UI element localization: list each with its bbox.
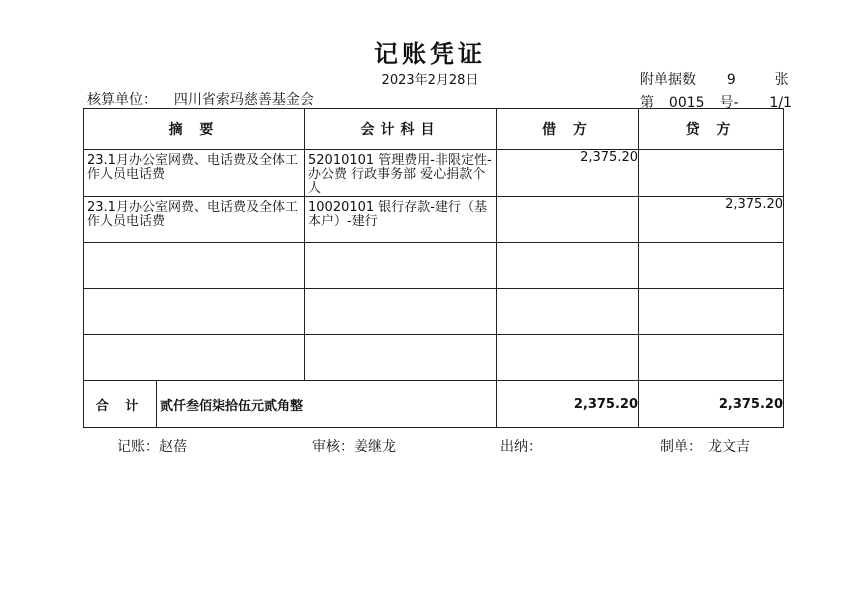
bookkeeper-name: 赵蓓 [159,439,187,455]
table-row [84,197,784,243]
table-row-empty [84,335,784,381]
accounting-unit [87,89,314,109]
total-label: 合 计 [84,381,157,428]
row-account: 10020101 银行存款-建行（基本户）-建行 [308,200,487,229]
voucher-prefix: 第 [640,95,654,111]
accounting-unit-name: 四川省索玛慈善基金会 [173,92,314,108]
header-account: 会计科目 [305,109,497,150]
footer-preparer [660,436,750,456]
reviewer-label: 审核： [312,439,354,455]
total-amount-words: 贰仟叁佰柒拾伍元贰角整 [157,381,497,428]
accounting-unit-label: 核算单位： [87,92,157,108]
attachments-label: 附单据数 [640,72,696,88]
table-header-row [84,109,784,150]
preparer-name: 龙文吉 [708,439,750,455]
footer-reviewer [312,436,396,456]
row-debit: 2,375.20 [580,150,638,165]
total-credit: 2,375.20 [639,381,784,428]
header-debit: 借 方 [497,109,639,150]
voucher-table [83,108,784,428]
row-summary: 23.1月办公室网费、电话费及全体工作人员电话费 [87,153,298,182]
bookkeeper-label: 记账： [117,439,159,455]
attachments-info [640,69,789,89]
table-row-empty [84,289,784,335]
voucher-title: 记账凭证 [374,40,486,68]
total-debit: 2,375.20 [497,381,639,428]
attachments-count: 9 [726,72,736,88]
table-row [84,150,784,197]
row-credit: 2,375.20 [725,197,783,212]
preparer-label: 制单： [660,439,702,455]
voucher-suffix: 号- [719,95,739,111]
header-summary: 摘 要 [84,109,305,150]
footer-bookkeeper [117,436,187,456]
table-row-empty [84,243,784,289]
cashier-label: 出纳： [500,439,542,455]
attachments-unit: 张 [774,72,789,88]
row-account: 52010101 管理费用-非限定性-办公费 行政事务部 爱心捐款个人 [308,153,492,196]
reviewer-name: 姜继龙 [354,439,396,455]
header-credit: 贷 方 [639,109,784,150]
total-row [84,381,784,428]
row-summary: 23.1月办公室网费、电话费及全体工作人员电话费 [87,200,298,229]
footer-cashier [500,436,542,456]
voucher-date: 2023年2月28日 [381,73,479,88]
voucher-no: 0015 [668,95,705,111]
voucher-page: 1/1 [769,95,792,111]
